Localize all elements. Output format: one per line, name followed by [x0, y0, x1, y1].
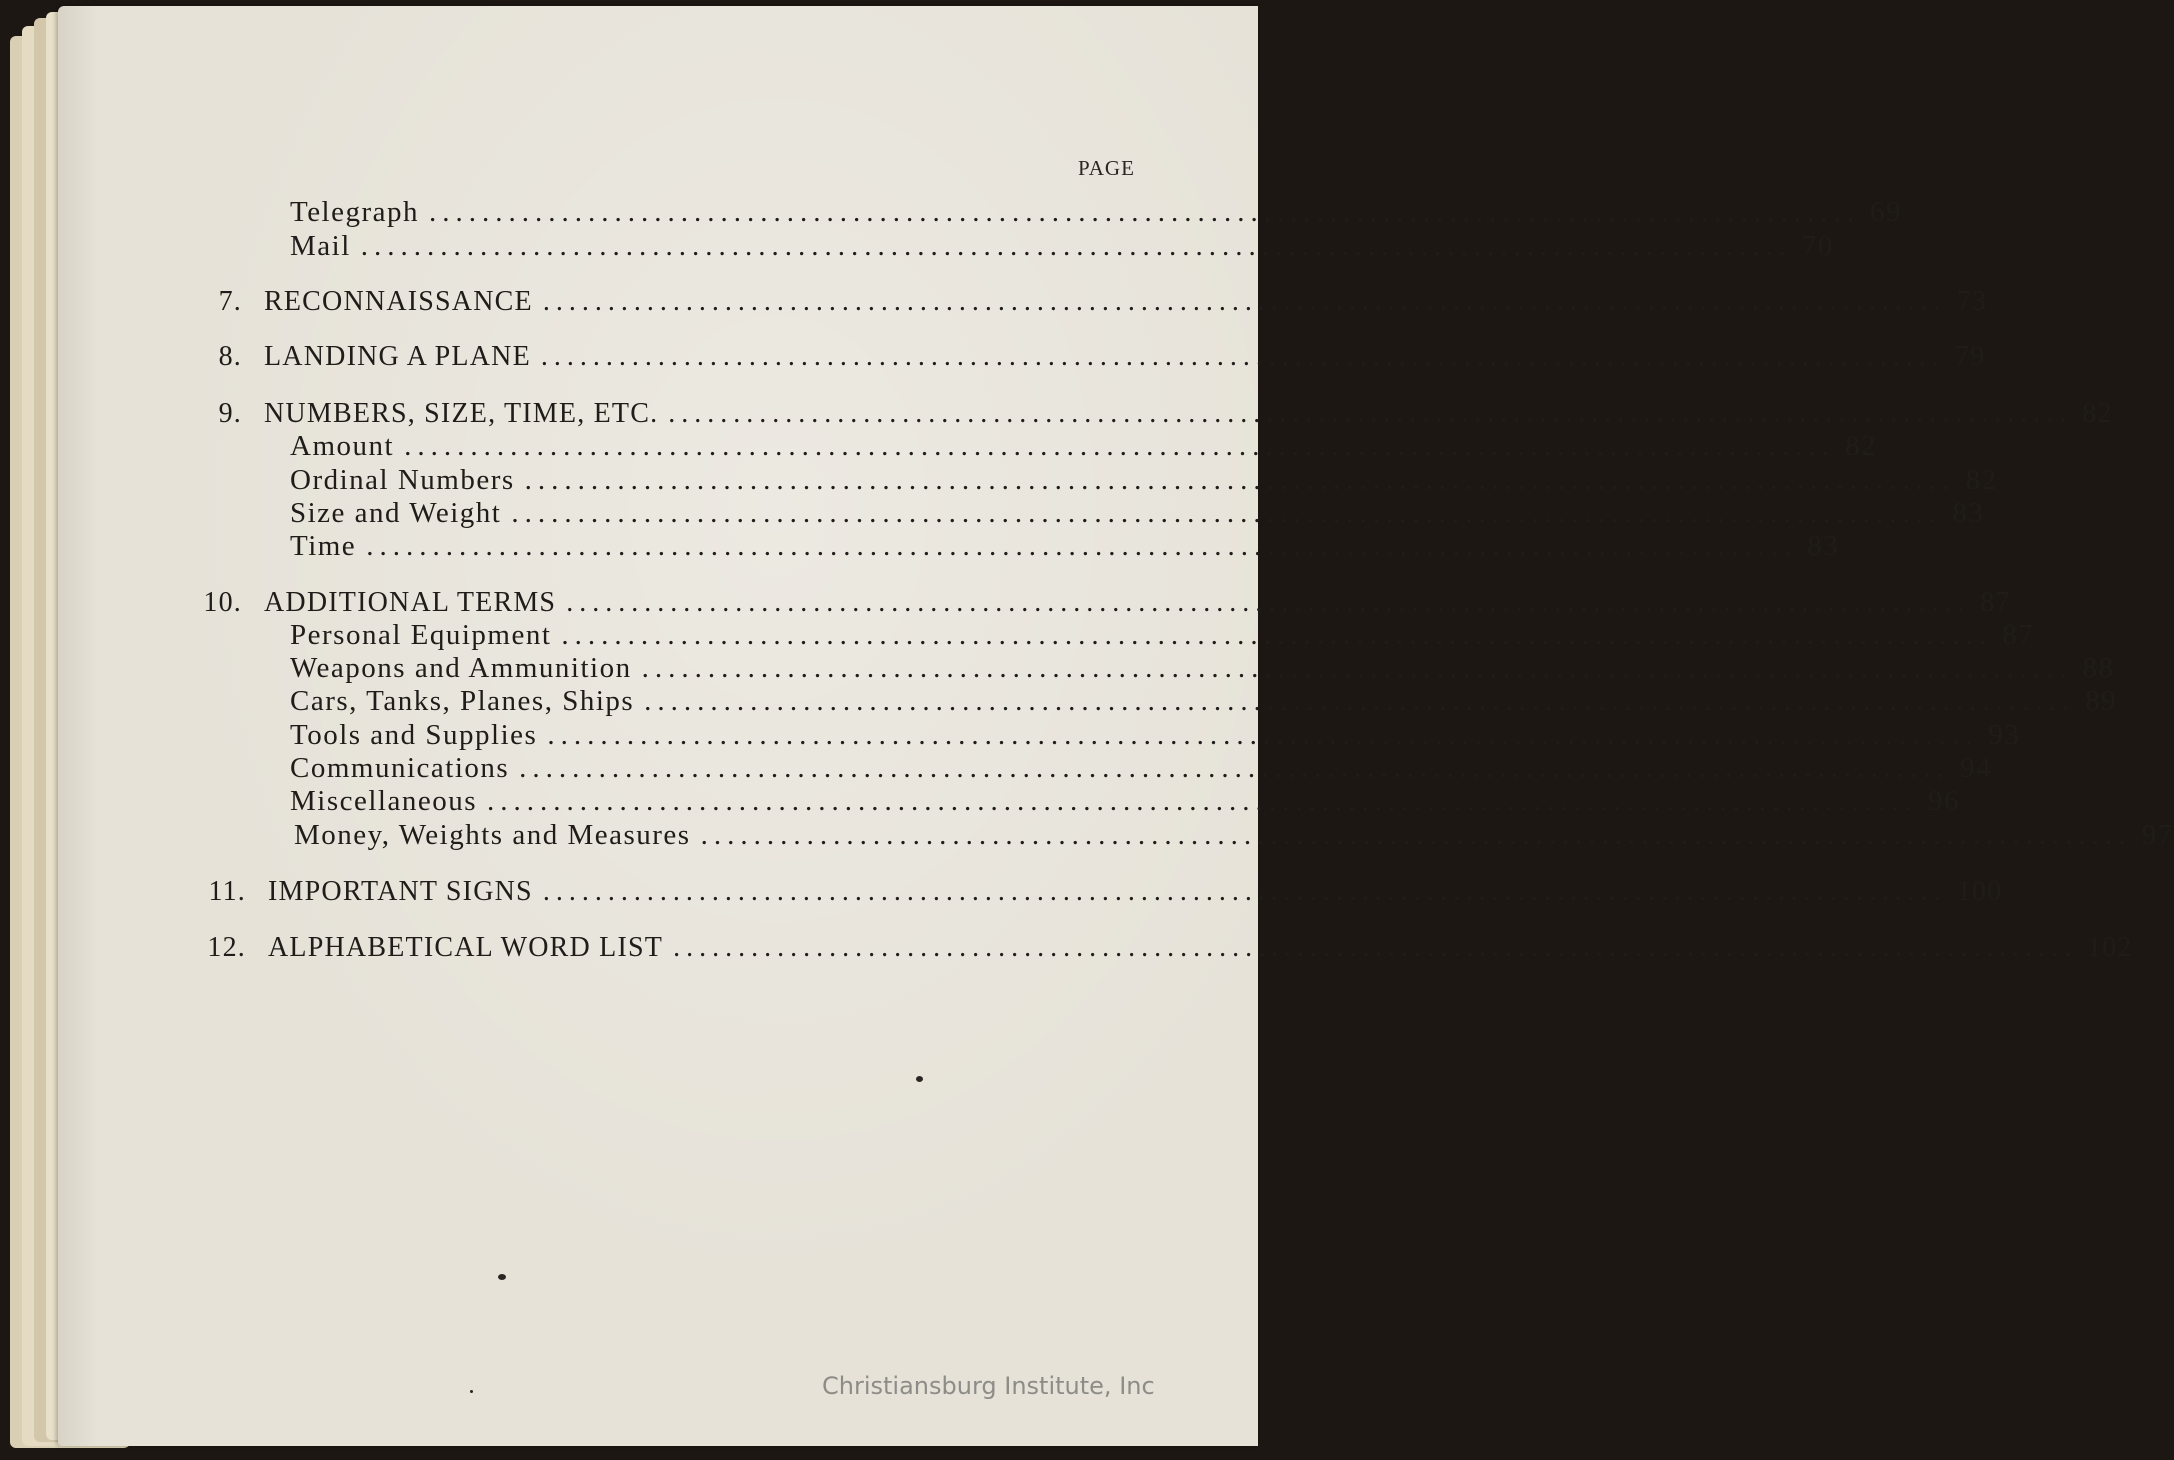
leader-dots: ............................................................................................................ — [542, 876, 1947, 907]
toc-entry-title: Weapons and Ammunition — [290, 652, 632, 684]
toc-chapter-title: LANDING A PLANE — [264, 341, 531, 372]
toc-entry — [290, 464, 1998, 497]
toc-chapter — [207, 932, 2133, 964]
toc-entry-title: Miscellaneous — [290, 785, 478, 817]
toc-entry-page: 70 — [1801, 230, 1834, 262]
leader-dots: ............................................................................................................ — [519, 752, 1951, 784]
leader-dots: ............................................................................................................ — [429, 196, 1861, 228]
toc-entry-title: Mail — [290, 230, 351, 262]
toc-entry-title: Ordinal Numbers — [290, 464, 515, 496]
leader-dots: ............................................................................................................ — [366, 530, 1798, 562]
toc-entry-page: 96 — [1928, 785, 1961, 817]
toc-entry — [290, 785, 1961, 818]
toc-entry-page: 94 — [1960, 752, 1993, 784]
leader-dots: ............................................................................................................ — [487, 785, 1919, 817]
toc-entry — [290, 685, 2118, 718]
leader-dots: ............................................................................................................ — [540, 341, 1945, 372]
chapter-number: 11. — [208, 876, 246, 907]
toc-entry-page: 87 — [2002, 619, 2035, 651]
toc-entry-title: Telegraph — [290, 196, 420, 228]
toc-entry-title: Time — [290, 530, 357, 562]
toc-entry-title: Cars, Tanks, Planes, Ships — [290, 685, 635, 717]
toc-entry — [290, 652, 2115, 685]
toc-entry-title: Tools and Supplies — [290, 719, 538, 751]
toc-entry — [290, 430, 1878, 463]
chapter-number: 10. — [203, 587, 242, 618]
toc-entry-page: 93 — [1988, 719, 2021, 751]
toc-entry-page: 82 — [1965, 464, 1998, 496]
toc-entry-page: 88 — [2082, 652, 2115, 684]
toc-entry-page: 73 — [1956, 286, 1988, 317]
leader-dots: ............................................................................................................ — [700, 819, 2132, 851]
toc-entry-page: 97 — [2141, 819, 2174, 851]
toc-entry-page: 82 — [2082, 398, 2113, 429]
leader-dots: ............................................................................................................ — [668, 398, 2073, 429]
toc-chapter-title: NUMBERS, SIZE, TIME, ETC. — [264, 398, 659, 429]
chapter-number: 7. — [218, 286, 242, 317]
leader-dots: ............................................................................................................ — [404, 430, 1836, 462]
toc-entry — [290, 196, 1903, 229]
leader-dots: ............................................................................................................ — [561, 619, 1993, 651]
toc-entry-title: Amount — [290, 430, 395, 462]
watermark: Christiansburg Institute, Inc — [822, 1372, 1155, 1400]
toc-entry — [294, 819, 2174, 852]
toc-chapter — [203, 587, 2011, 619]
toc-chapter-title: ADDITIONAL TERMS — [264, 587, 557, 618]
toc-entry — [290, 752, 1993, 785]
toc-chapter — [208, 876, 2003, 908]
toc-entry-title: Size and Weight — [290, 497, 502, 529]
chapter-number: 12. — [207, 932, 246, 963]
paper-speck — [498, 1274, 506, 1280]
chapter-number: 8. — [218, 341, 242, 372]
toc-entry-page: 79 — [1954, 341, 1986, 372]
toc-entry-title: Personal Equipment — [290, 619, 552, 651]
toc-entry-page: 82 — [1845, 430, 1878, 462]
leader-dots: ............................................................................................................ — [641, 652, 2073, 684]
toc-chapter — [218, 341, 1986, 373]
leader-dots: ............................................................................................................ — [644, 685, 2076, 717]
page-column-heading: PAGE — [1078, 156, 1135, 180]
toc-entry — [290, 230, 1834, 263]
leader-dots: ............................................................................................................ — [566, 587, 1971, 618]
leader-dots: ............................................................................................................ — [511, 497, 1943, 529]
book-page — [58, 6, 2174, 1446]
toc-entry — [290, 497, 1985, 530]
toc-chapter-title: RECONNAISSANCE — [264, 286, 533, 317]
toc-entry-title: Communications — [290, 752, 510, 784]
toc-entry-page: 83 — [1807, 530, 1840, 562]
toc-entry — [290, 719, 2021, 752]
toc-chapter-title: IMPORTANT SIGNS — [268, 876, 533, 907]
toc-entry-page: 69 — [1870, 196, 1903, 228]
leader-dots: ............................................................................................................ — [542, 286, 1947, 317]
paper-speck — [916, 1076, 923, 1082]
toc-entry — [290, 619, 2035, 652]
leader-dots: ............................................................................................................ — [547, 719, 1979, 751]
leader-dots: ............................................................................................................ — [524, 464, 1956, 496]
toc-entry-page: 102 — [2087, 932, 2133, 963]
toc-entry-page: 87 — [1980, 587, 2011, 618]
toc-chapter — [218, 286, 1988, 318]
toc-chapter — [218, 398, 2113, 430]
toc-entry — [290, 530, 1840, 563]
toc-entry-page: 83 — [1952, 497, 1985, 529]
chapter-number: 9. — [218, 398, 242, 429]
toc-chapter-title: ALPHABETICAL WORD LIST — [268, 932, 664, 963]
leader-dots: ............................................................................................................ — [360, 230, 1792, 262]
paper-speck — [470, 1390, 473, 1393]
toc-entry-page: 100 — [1956, 876, 2003, 907]
toc-entry-page: 89 — [2085, 685, 2118, 717]
toc-entry-title: Money, Weights and Measures — [294, 819, 691, 851]
leader-dots: ............................................................................................................ — [673, 932, 2078, 963]
